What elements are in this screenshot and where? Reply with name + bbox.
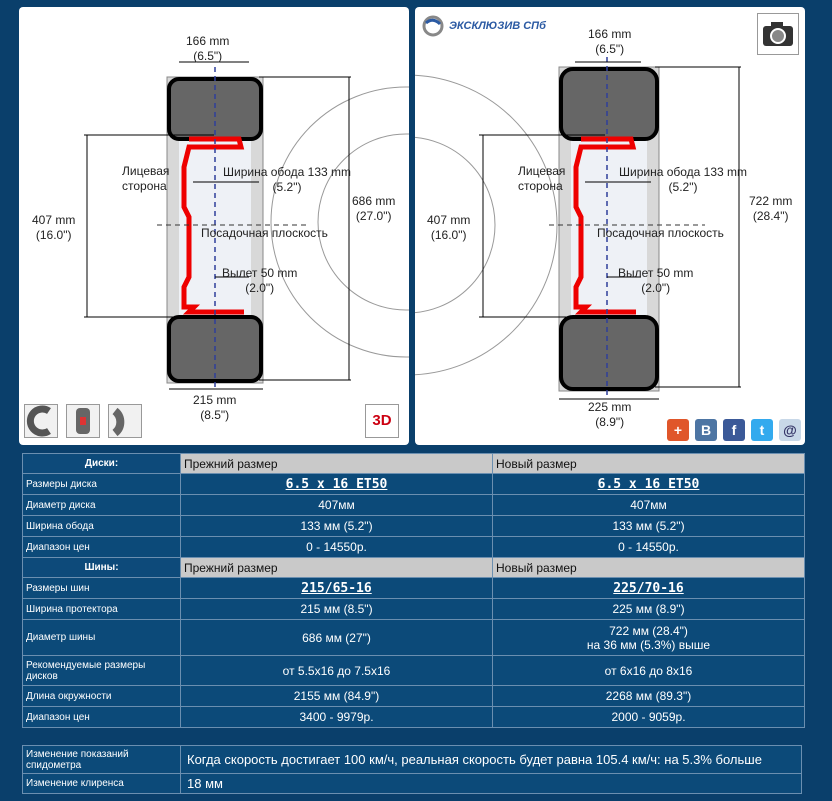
face-side-label: Лицевая сторона: [518, 164, 566, 193]
old-tire-size-link[interactable]: 215/65-16: [181, 578, 493, 599]
old-disk-size-link[interactable]: 6.5 x 16 ET50: [181, 474, 493, 495]
new-value: 407мм: [493, 495, 805, 516]
camera-icon: [758, 14, 798, 54]
spec-table: [22, 453, 805, 728]
disks-section-title: Диски:: [23, 454, 181, 474]
new-value: от 6x16 до 8x16: [493, 656, 805, 686]
table-row: [23, 578, 805, 599]
new-tire-size-link[interactable]: 225/70-16: [493, 578, 805, 599]
table-row: [23, 746, 802, 774]
table-row: [23, 656, 805, 686]
old-value: 0 - 14550р.: [181, 537, 493, 558]
row-label: Рекомендуемые размеры дисков: [23, 656, 181, 686]
screenshot-button[interactable]: [757, 13, 799, 55]
tires-section-title: Шины:: [23, 558, 181, 578]
view-front-button[interactable]: [66, 404, 100, 438]
tread-width-label: 225 mm (8.9"): [588, 400, 632, 429]
new-value: 0 - 14550р.: [493, 537, 805, 558]
mounting-plane-label: Посадочная плоскость: [597, 226, 724, 240]
table-row: [23, 774, 802, 794]
logo-text: ЭКСКЛЮЗИВ СПб: [449, 20, 546, 32]
wheel-front-icon: [67, 405, 99, 437]
clearance-value: 18 мм: [181, 774, 802, 794]
table-row: [23, 686, 805, 707]
row-label: Длина окружности: [23, 686, 181, 707]
old-value: 2155 мм (84.9"): [181, 686, 493, 707]
wheel-side-icon: [25, 405, 57, 437]
old-value: 3400 - 9979р.: [181, 707, 493, 728]
rim-diameter-label: 407 mm (16.0"): [427, 213, 471, 242]
row-label: Диапазон цен: [23, 707, 181, 728]
tire-diameter-label: 722 mm (28.4"): [749, 194, 793, 223]
row-label: Диаметр диска: [23, 495, 181, 516]
rim-width-label: Ширина обода 133 mm (5.2"): [223, 165, 352, 194]
view-cross-section-button[interactable]: [24, 404, 58, 438]
view-3d-button[interactable]: [365, 404, 399, 438]
old-size-header: Прежний размер: [181, 454, 493, 474]
mounting-plane-label: Посадочная плоскость: [201, 226, 328, 240]
tire-diameter-label: 686 mm (27.0"): [352, 194, 396, 223]
twitter-icon[interactable]: t: [751, 419, 773, 441]
old-wheel-diagram-panel: [19, 7, 409, 445]
new-value: 133 мм (5.2"): [493, 516, 805, 537]
offset-label: Вылет 50 mm (2.0"): [222, 266, 298, 295]
tread-width-label: 215 mm (8.5"): [193, 393, 237, 422]
table-row: [23, 516, 805, 537]
row-label: Ширина обода: [23, 516, 181, 537]
row-label: Размеры диска: [23, 474, 181, 495]
new-wheel-diagram-panel: [415, 7, 805, 445]
disks-header-row: [23, 454, 805, 474]
row-label: Размеры шин: [23, 578, 181, 599]
table-row: [23, 599, 805, 620]
row-label: Ширина протектора: [23, 599, 181, 620]
table-row: [23, 620, 805, 656]
logo-icon: [421, 15, 445, 37]
new-value: 225 мм (8.9"): [493, 599, 805, 620]
facebook-icon[interactable]: f: [723, 419, 745, 441]
new-size-header: Новый размер: [493, 454, 805, 474]
vk-icon[interactable]: В: [695, 419, 717, 441]
old-value: 133 мм (5.2"): [181, 516, 493, 537]
old-value: 215 мм (8.5"): [181, 599, 493, 620]
new-value: 2000 - 9059р.: [493, 707, 805, 728]
row-label: Диаметр шины: [23, 620, 181, 656]
table-row: [23, 537, 805, 558]
3d-icon: 3D: [372, 412, 392, 429]
old-size-header: Прежний размер: [181, 558, 493, 578]
top-width-label: 166 mm (6.5"): [588, 27, 632, 56]
face-side-label: Лицевая сторона: [122, 164, 170, 193]
table-row: [23, 495, 805, 516]
new-disk-size-link[interactable]: 6.5 x 16 ET50: [493, 474, 805, 495]
new-value: 2268 мм (89.3"): [493, 686, 805, 707]
row-label: Диапазон цен: [23, 537, 181, 558]
offset-label: Вылет 50 mm (2.0"): [618, 266, 694, 295]
speedometer-label: Изменение показаний спидометра: [23, 746, 181, 774]
rim-diameter-label: 407 mm (16.0"): [32, 213, 76, 242]
summary-table: [22, 745, 802, 794]
view-3d-section-button[interactable]: [108, 404, 142, 438]
livejournal-icon[interactable]: @: [779, 419, 801, 441]
site-logo: [421, 15, 546, 37]
old-value: от 5.5x16 до 7.5x16: [181, 656, 493, 686]
new-size-header: Новый размер: [493, 558, 805, 578]
table-row: [23, 474, 805, 495]
old-value: 407мм: [181, 495, 493, 516]
table-row: [23, 707, 805, 728]
wheel-half-icon: [109, 405, 141, 437]
rim-width-label: Ширина обода 133 mm (5.2"): [619, 165, 748, 194]
clearance-label: Изменение клиренса: [23, 774, 181, 794]
old-value: 686 мм (27"): [181, 620, 493, 656]
new-value: 722 мм (28.4") на 36 мм (5.3%) выше: [493, 620, 805, 656]
tires-header-row: [23, 558, 805, 578]
top-width-label: 166 mm (6.5"): [186, 34, 230, 63]
speedometer-value: Когда скорость достигает 100 км/ч, реальная скорость будет равна 105.4 км/ч: на 5.3% больше: [181, 746, 802, 774]
share-plus-icon[interactable]: +: [667, 419, 689, 441]
